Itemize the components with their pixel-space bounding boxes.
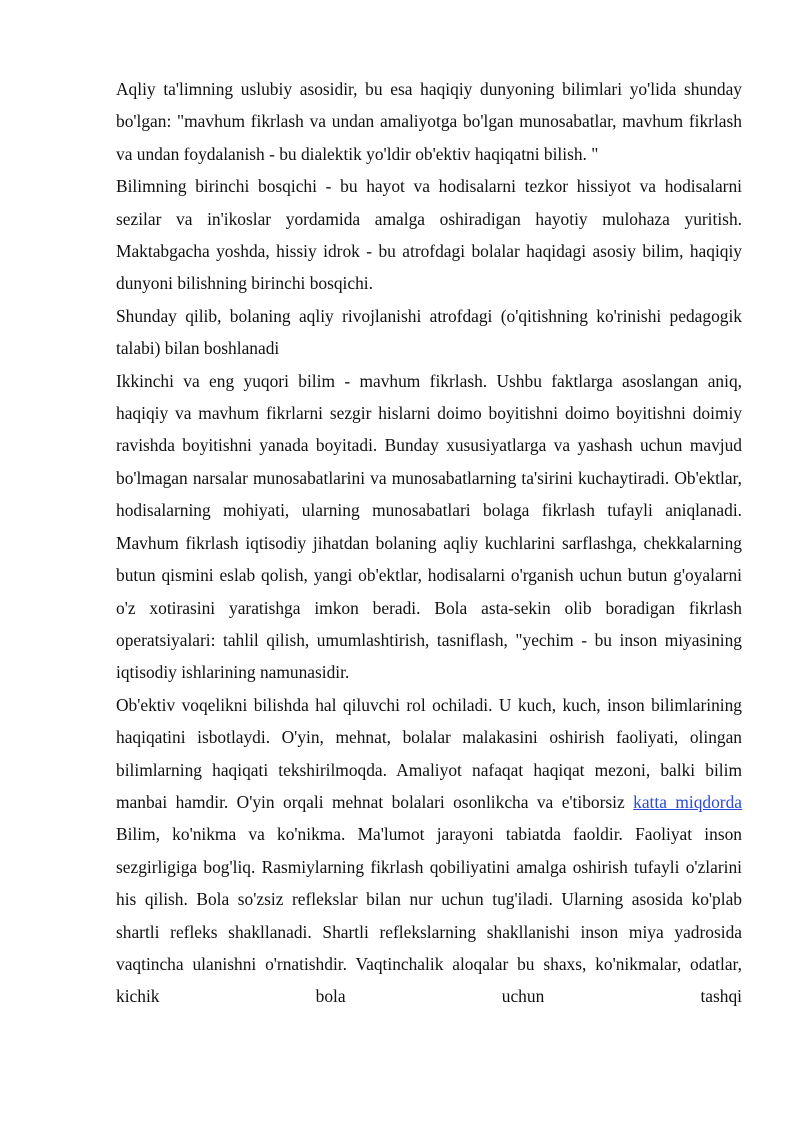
paragraph-4: Ikkinchi va eng yuqori bilim - mavhum fikrlash. Ushbu faktlarga asoslangan aniq, haqiqiy va mavhum fikrlarni sezgir hislarni doimo boyitishni doimo boyitishni doimiy ravishda boyitishni yanada boyitadi. Bunday xususiyatlarga va yashash uchun mavjud bo'lmagan narsalar munosabatlarini va munosabatlarning ta'sirini kuchaytiradi. Ob'ektlar, hodisalarning mohiyati, ularning munosabatlari bolaga fikrlash tufayli aniqlanadi. Mavhum fikrlash iqtisodiy jihatdan bolaning aqliy kuchlarini sarflashga, chekkalarning butun qismini eslab qolish, yangi ob'ektlar, hodisalarni o'rganish uchun butun g'oyalarni o'z xotirasini yaratishga imkon beradi. Bola asta-sekin olib boradigan fikrlash operatsiyalari: tahlil qilish, umumlashtirish, tasniflash, "yechim - bu inson miyasining iqtisodiy ishlarining namunasidir.	[116, 370, 742, 683]
paragraph-1: Aqliy ta'limning uslubiy asosidir, bu esa haqiqiy dunyoning bilimlari yo'lida shunday bo'lgan: "mavhum fikrlash va undan amaliyotga bo'lgan munosabatlar, mavhum fikrlash va undan foydalanish - bu dialektik yo'ldir ob'ektiv haqiqatni bilish. "	[116, 79, 742, 164]
katta-miqdorda-link[interactable]: katta miqdorda	[633, 791, 742, 812]
paragraph-5-text-after: Bilim, ko'nikma va ko'nikma. Ma'lumot jarayoni tabiatda faoldir. Faoliyat inson sezgirligiga bog'liq. Rasmiylarning fikrlash qobiliyatini amalga oshirish tufayli o'zlarini his qilish. Bola so'zsiz reflekslar bilan nur uchun tug'iladi. Ularning asosida ko'plab shartli refleks shakllanadi. Shartli reflekslarning shakllanishi inson miya yadrosida vaqtincha ulanishni o'rnatishdir. Vaqtinchalik aloqalar bu shaxs, ko'nikmalar, odatlar, kichik bola uchun tashqi	[116, 824, 742, 1007]
paragraph-5	[116, 689, 742, 1013]
paragraph-5-text-before: Ob'ektiv voqelikni bilishda hal qiluvchi rol ochiladi. U kuch, kuch, inson bilimlarining haqiqatini isbotlaydi. O'yin, mehnat, bolalar malakasini oshirish faoliyati, olingan bilimlarning haqiqati tekshirilmoqda. Amaliyot nafaqat haqiqat mezoni, balki bilim manbai hamdir. O'yin orqali mehnat bolalari osonlikcha va e'tiborsiz	[116, 694, 742, 812]
paragraph-2: Bilimning birinchi bosqichi - bu hayot va hodisalarni tezkor hissiyot va hodisalarni sezilar va in'ikoslar yordamida amalga oshiradigan hayotiy mulohaza yuritish. Maktabgacha yoshda, hissiy idrok - bu atrofdagi bolalar haqidagi asosiy bilim, haqiqiy dunyoni bilishning birinchi bosqichi.	[116, 176, 742, 294]
paragraph-3: Shunday qilib, bolaning aqliy rivojlanishi atrofdagi (o'qitishning ko'rinishi pedagogik talabi) bilan boshlanadi	[116, 305, 742, 359]
